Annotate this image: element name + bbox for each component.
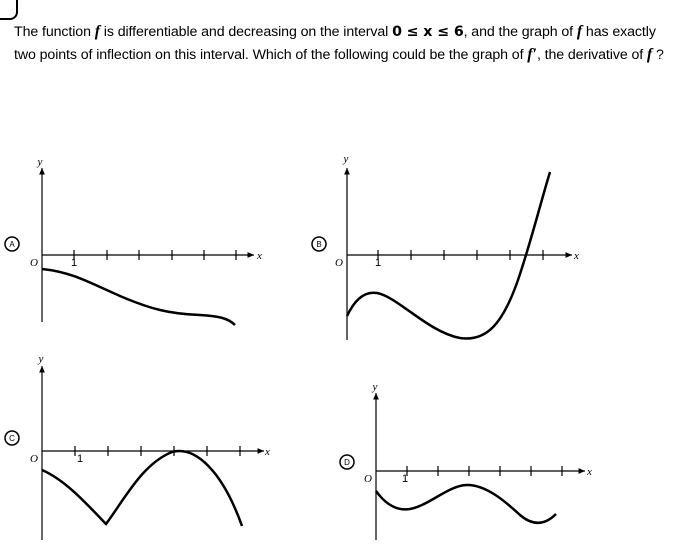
- question-part-5: , the derivative of: [536, 46, 647, 63]
- choice-c-x-label: x: [265, 446, 270, 458]
- choice-c-y-label: y: [38, 353, 44, 365]
- choice-a-radio[interactable]: [5, 237, 19, 251]
- choice-a-x-label: x: [257, 250, 262, 262]
- choice-b-y-label: y: [343, 153, 349, 165]
- choice-c-curve: [42, 451, 242, 526]
- interval: 0 ≤ x ≤ 6: [392, 24, 464, 40]
- choice-a-tick-label: 1: [71, 257, 78, 269]
- choice-a[interactable]: [5, 156, 262, 325]
- choice-c-origin-label: O: [30, 453, 38, 465]
- choice-b-letter: B: [316, 240, 322, 249]
- choice-c-letter: C: [9, 434, 15, 443]
- choice-a-y-label: y: [37, 156, 43, 168]
- choice-d-x-label: x: [587, 466, 592, 478]
- choice-a-origin-label: O: [30, 257, 38, 269]
- question-part-2: is differentiable and decreasing on the interval: [99, 24, 393, 40]
- choice-d[interactable]: [340, 381, 592, 540]
- choice-c-tick-label: 1: [77, 453, 84, 465]
- choice-d-origin-label: O: [364, 473, 372, 485]
- function-f-3: f: [646, 45, 653, 63]
- choice-b-radio[interactable]: [312, 237, 326, 251]
- choice-b-tick-label: 1: [375, 257, 382, 269]
- question-part-3: , and the graph of: [463, 24, 577, 40]
- choice-a-curve: [42, 269, 235, 325]
- choice-b-x-label: x: [574, 250, 579, 262]
- choice-c[interactable]: [5, 353, 270, 540]
- function-f-1: f: [94, 23, 100, 40]
- choice-d-radio[interactable]: [340, 455, 354, 469]
- choice-d-curve: [376, 485, 556, 523]
- question-part-4: has exactly two points of inflection on this interval. Which of the following could be the graph of: [14, 24, 656, 63]
- choice-b[interactable]: [312, 153, 579, 340]
- choice-d-letter: D: [344, 458, 350, 467]
- question-part-1: The function: [14, 24, 95, 40]
- choice-d-y-label: y: [372, 381, 378, 393]
- function-f-2: f: [576, 23, 583, 40]
- choice-d-tick-label: 1: [402, 473, 409, 485]
- choice-c-radio[interactable]: [5, 431, 19, 445]
- function-f-prime: f′: [527, 45, 537, 63]
- choice-b-origin-label: O: [335, 257, 343, 269]
- choice-a-letter: A: [9, 240, 15, 249]
- question-part-6: ?: [652, 46, 664, 63]
